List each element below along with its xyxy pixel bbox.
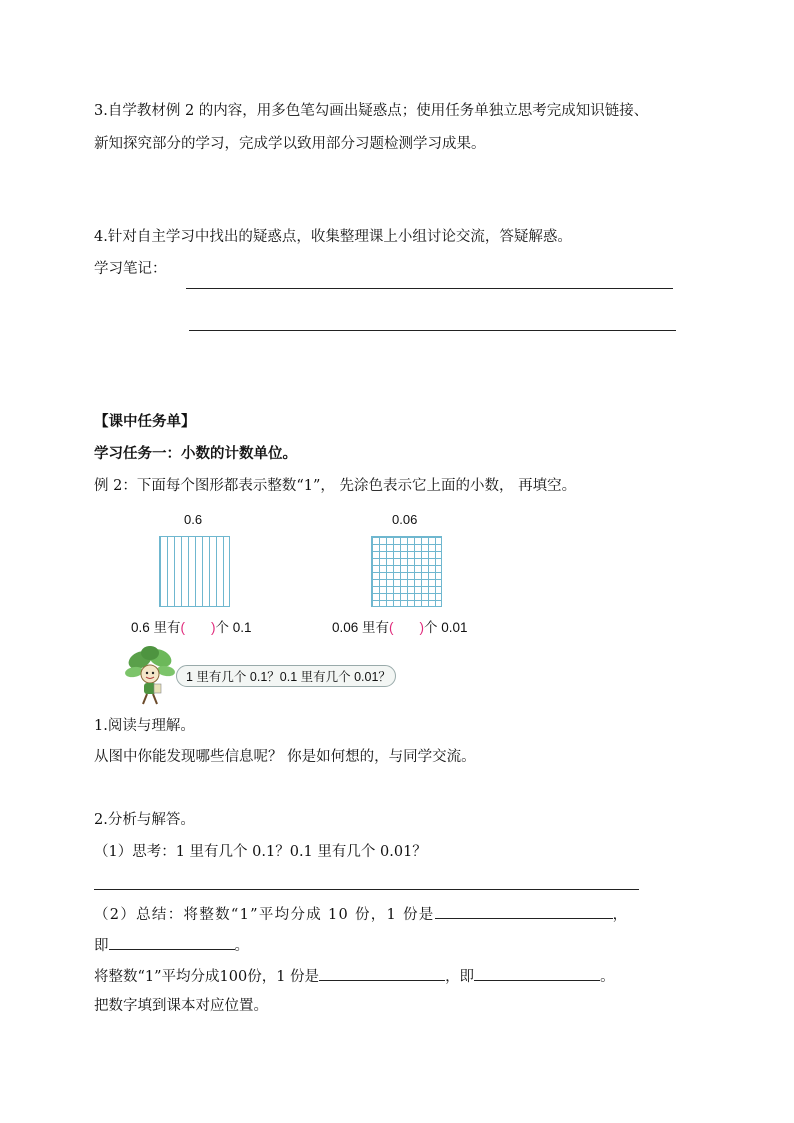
step-1-text: 从图中你能发现哪些信息呢？ 你是如何想的，与同学交流。: [94, 749, 476, 765]
final-instruction: 把数字填到课本对应位置。: [94, 998, 268, 1014]
speech-bubble: 1 里有几个 0.1？0.1 里有几个 0.01？: [176, 665, 396, 687]
item-4: 4.针对自主学习中找出的疑惑点，收集整理课上小组讨论交流，答疑解惑。: [94, 229, 572, 245]
summary-blank-1[interactable]: [435, 904, 613, 919]
left-open-paren: (: [180, 620, 186, 635]
summary-c-text-a: 将整数“1”平均分成100份，1 份是: [94, 969, 320, 985]
think-answer-line[interactable]: [94, 889, 639, 890]
summary-blank-2[interactable]: [109, 935, 235, 950]
summary-b-end: 。: [234, 938, 249, 954]
hundredths-grid[interactable]: [371, 536, 442, 607]
summary-line-1: [94, 904, 628, 925]
think-question: （1）思考：1 里有几个 0.1？0.1 里有几个 0.01？: [94, 844, 427, 860]
summary-line-3: [94, 966, 615, 987]
summary-a-end: ，: [612, 907, 629, 923]
summary-c-text-b: ，即: [445, 969, 475, 985]
summary-a-text: （2）总结：将整数“1”平均分成 10 份，1 份是: [94, 907, 435, 923]
summary-blank-3[interactable]: [319, 966, 445, 981]
summary-line-2: [94, 935, 249, 956]
figure-left-caption: [131, 618, 252, 638]
figure-left-label: 0.6: [184, 512, 203, 527]
item-3-line-2: 新知探究部分的学习，完成学以致用部分习题检测学习成果。: [94, 136, 486, 152]
summary-c-end: 。: [600, 969, 615, 985]
caption-left-text-a: 0.6 里有: [131, 620, 181, 635]
left-close-paren: ): [211, 620, 216, 635]
tenths-grid[interactable]: [159, 536, 230, 607]
task-1-title: 学习任务一：小数的计数单位。: [94, 445, 297, 462]
section-title: 【课中任务单】: [94, 413, 196, 430]
summary-blank-4[interactable]: [474, 966, 600, 981]
example-text: 例 2：下面每个图形都表示整数“1”， 先涂色表示它上面的小数， 再填空。: [94, 478, 577, 494]
notes-label: 学习笔记：: [94, 261, 167, 277]
caption-right-text-b: 个 0.01: [424, 620, 468, 635]
summary-b-prefix: 即: [94, 938, 109, 954]
notes-line-1[interactable]: [186, 288, 673, 289]
step-2-title: 2.分析与解答。: [94, 812, 195, 828]
cartoon-plant-icon: [124, 644, 176, 706]
caption-right-text-a: 0.06 里有: [332, 620, 390, 635]
item-3-line-1: 3.自学教材例 2 的内容，用多色笔勾画出疑惑点；使用任务单独立思考完成知识链接、: [94, 103, 649, 119]
notes-line-2[interactable]: [189, 330, 676, 331]
right-close-paren: ): [419, 620, 425, 635]
step-1-title: 1.阅读与理解。: [94, 718, 195, 734]
figure-right-caption: [332, 618, 468, 638]
caption-left-text-b: 个 0.1: [215, 620, 252, 635]
right-open-paren: (: [389, 620, 394, 635]
figure-right-label: 0.06: [392, 512, 418, 527]
